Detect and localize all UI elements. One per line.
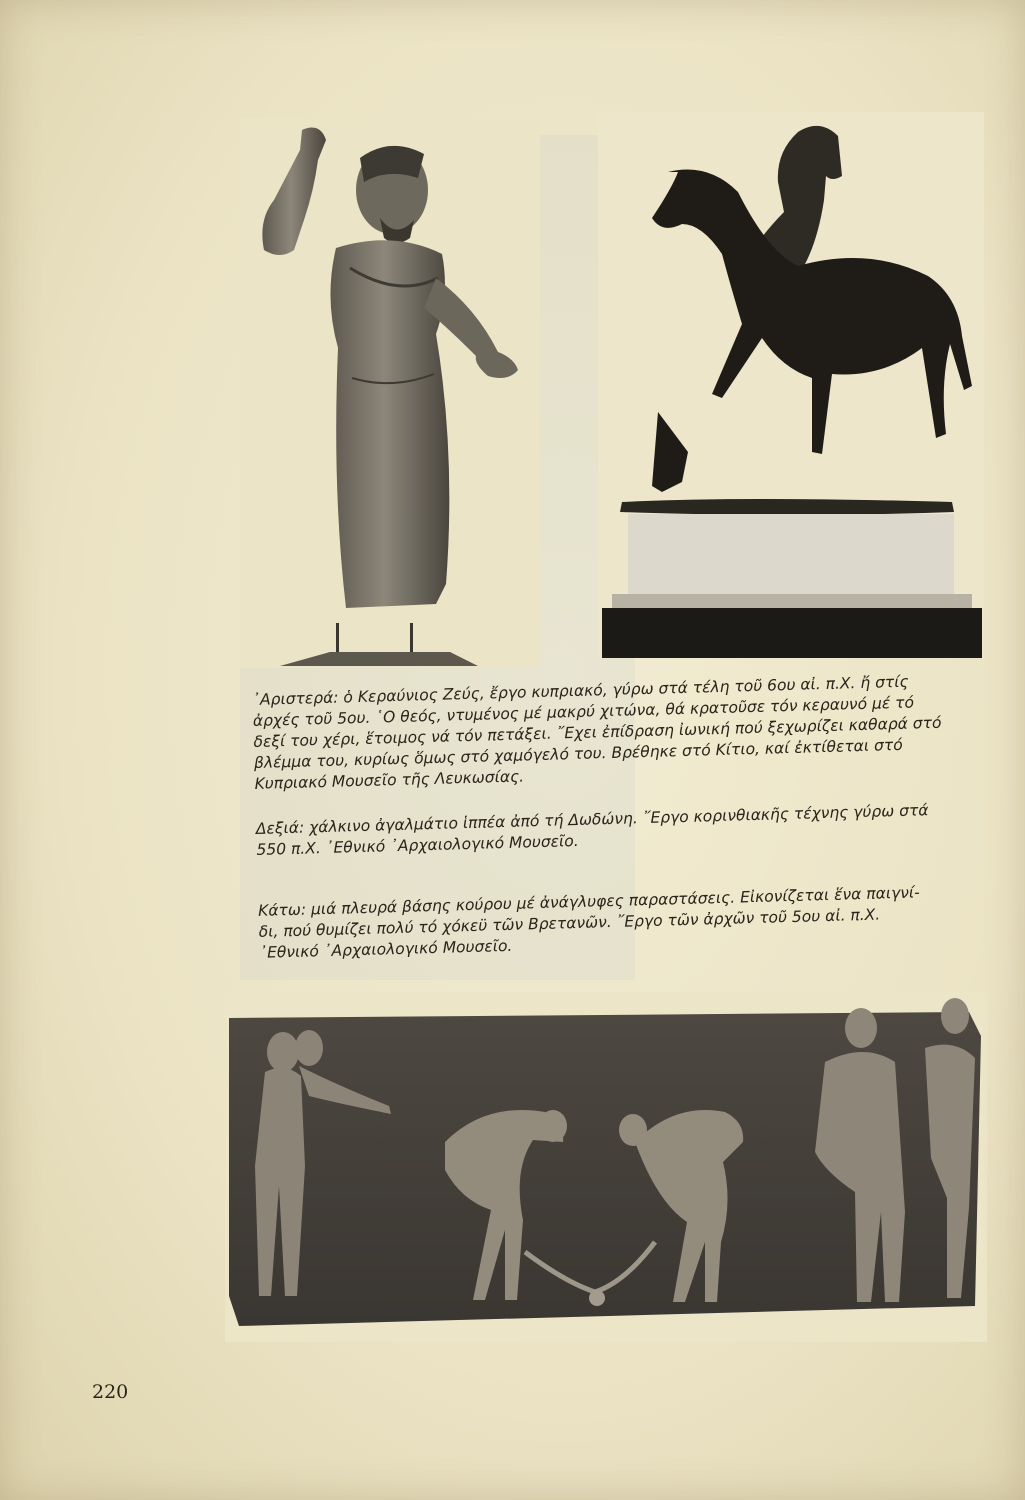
figure-caption <box>252 670 989 964</box>
hockey-relief-photo <box>225 992 987 1342</box>
caption-bottom: Κάτω: μιά πλευρά βάσης κούρου μέ ἀνάγλυφες παραστάσεις. Εἰκονίζεται ἕνα παιγνί- δι, πού θυμίζει πολύ τό χόκεϋ τῶν Βρετανῶν. ῎Εργο τῶν ἀρχῶν τοῦ 5ου αἰ. π.Χ. ᾿Εθνικό ᾿Αρχαιολογικό Μουσεῖο. <box>257 883 920 962</box>
horse-rider-statuette-photo <box>598 112 984 658</box>
caption-left: ᾿Αριστερά: ὁ Κεραύνιος Ζεύς, ἔργο κυπριακό, γύρω στά τέλη τοῦ 6ου αἰ. π.Χ. ἤ στίς ἀρχές τοῦ 5ου. ῾Ο θεός, ντυμένος μέ μακρύ χιτώνα, θά κρατοῦσε τόν κεραυνό μέ τό δεξί του χέρι, ἕτοιμος νά τόν πετάξει. ῎Εχει ἐπίδραση ἰωνική πού ξεχωρίζει καθαρά στό βλέμμα του, κυρίως ὅμως στό χαμόγελό του. Βρέθηκε στό Κίτιο, καί ἐκτίθεται στό Κυπριακό Μουσεῖο τῆς Λευκωσίας. <box>252 672 942 793</box>
caption-right: Δεξιά: χάλκινο ἀγαλμάτιο ἱππέα ἀπό τή Δωδώνη. ῎Εργο κορινθιακῆς τέχνης γύρω στά 550 π.Χ. ᾿Εθνικό ᾿Αρχαιολογικό Μουσεῖο. <box>255 801 929 859</box>
zeus-statuette-photo <box>240 118 540 668</box>
page-number: 220 <box>92 1381 129 1403</box>
